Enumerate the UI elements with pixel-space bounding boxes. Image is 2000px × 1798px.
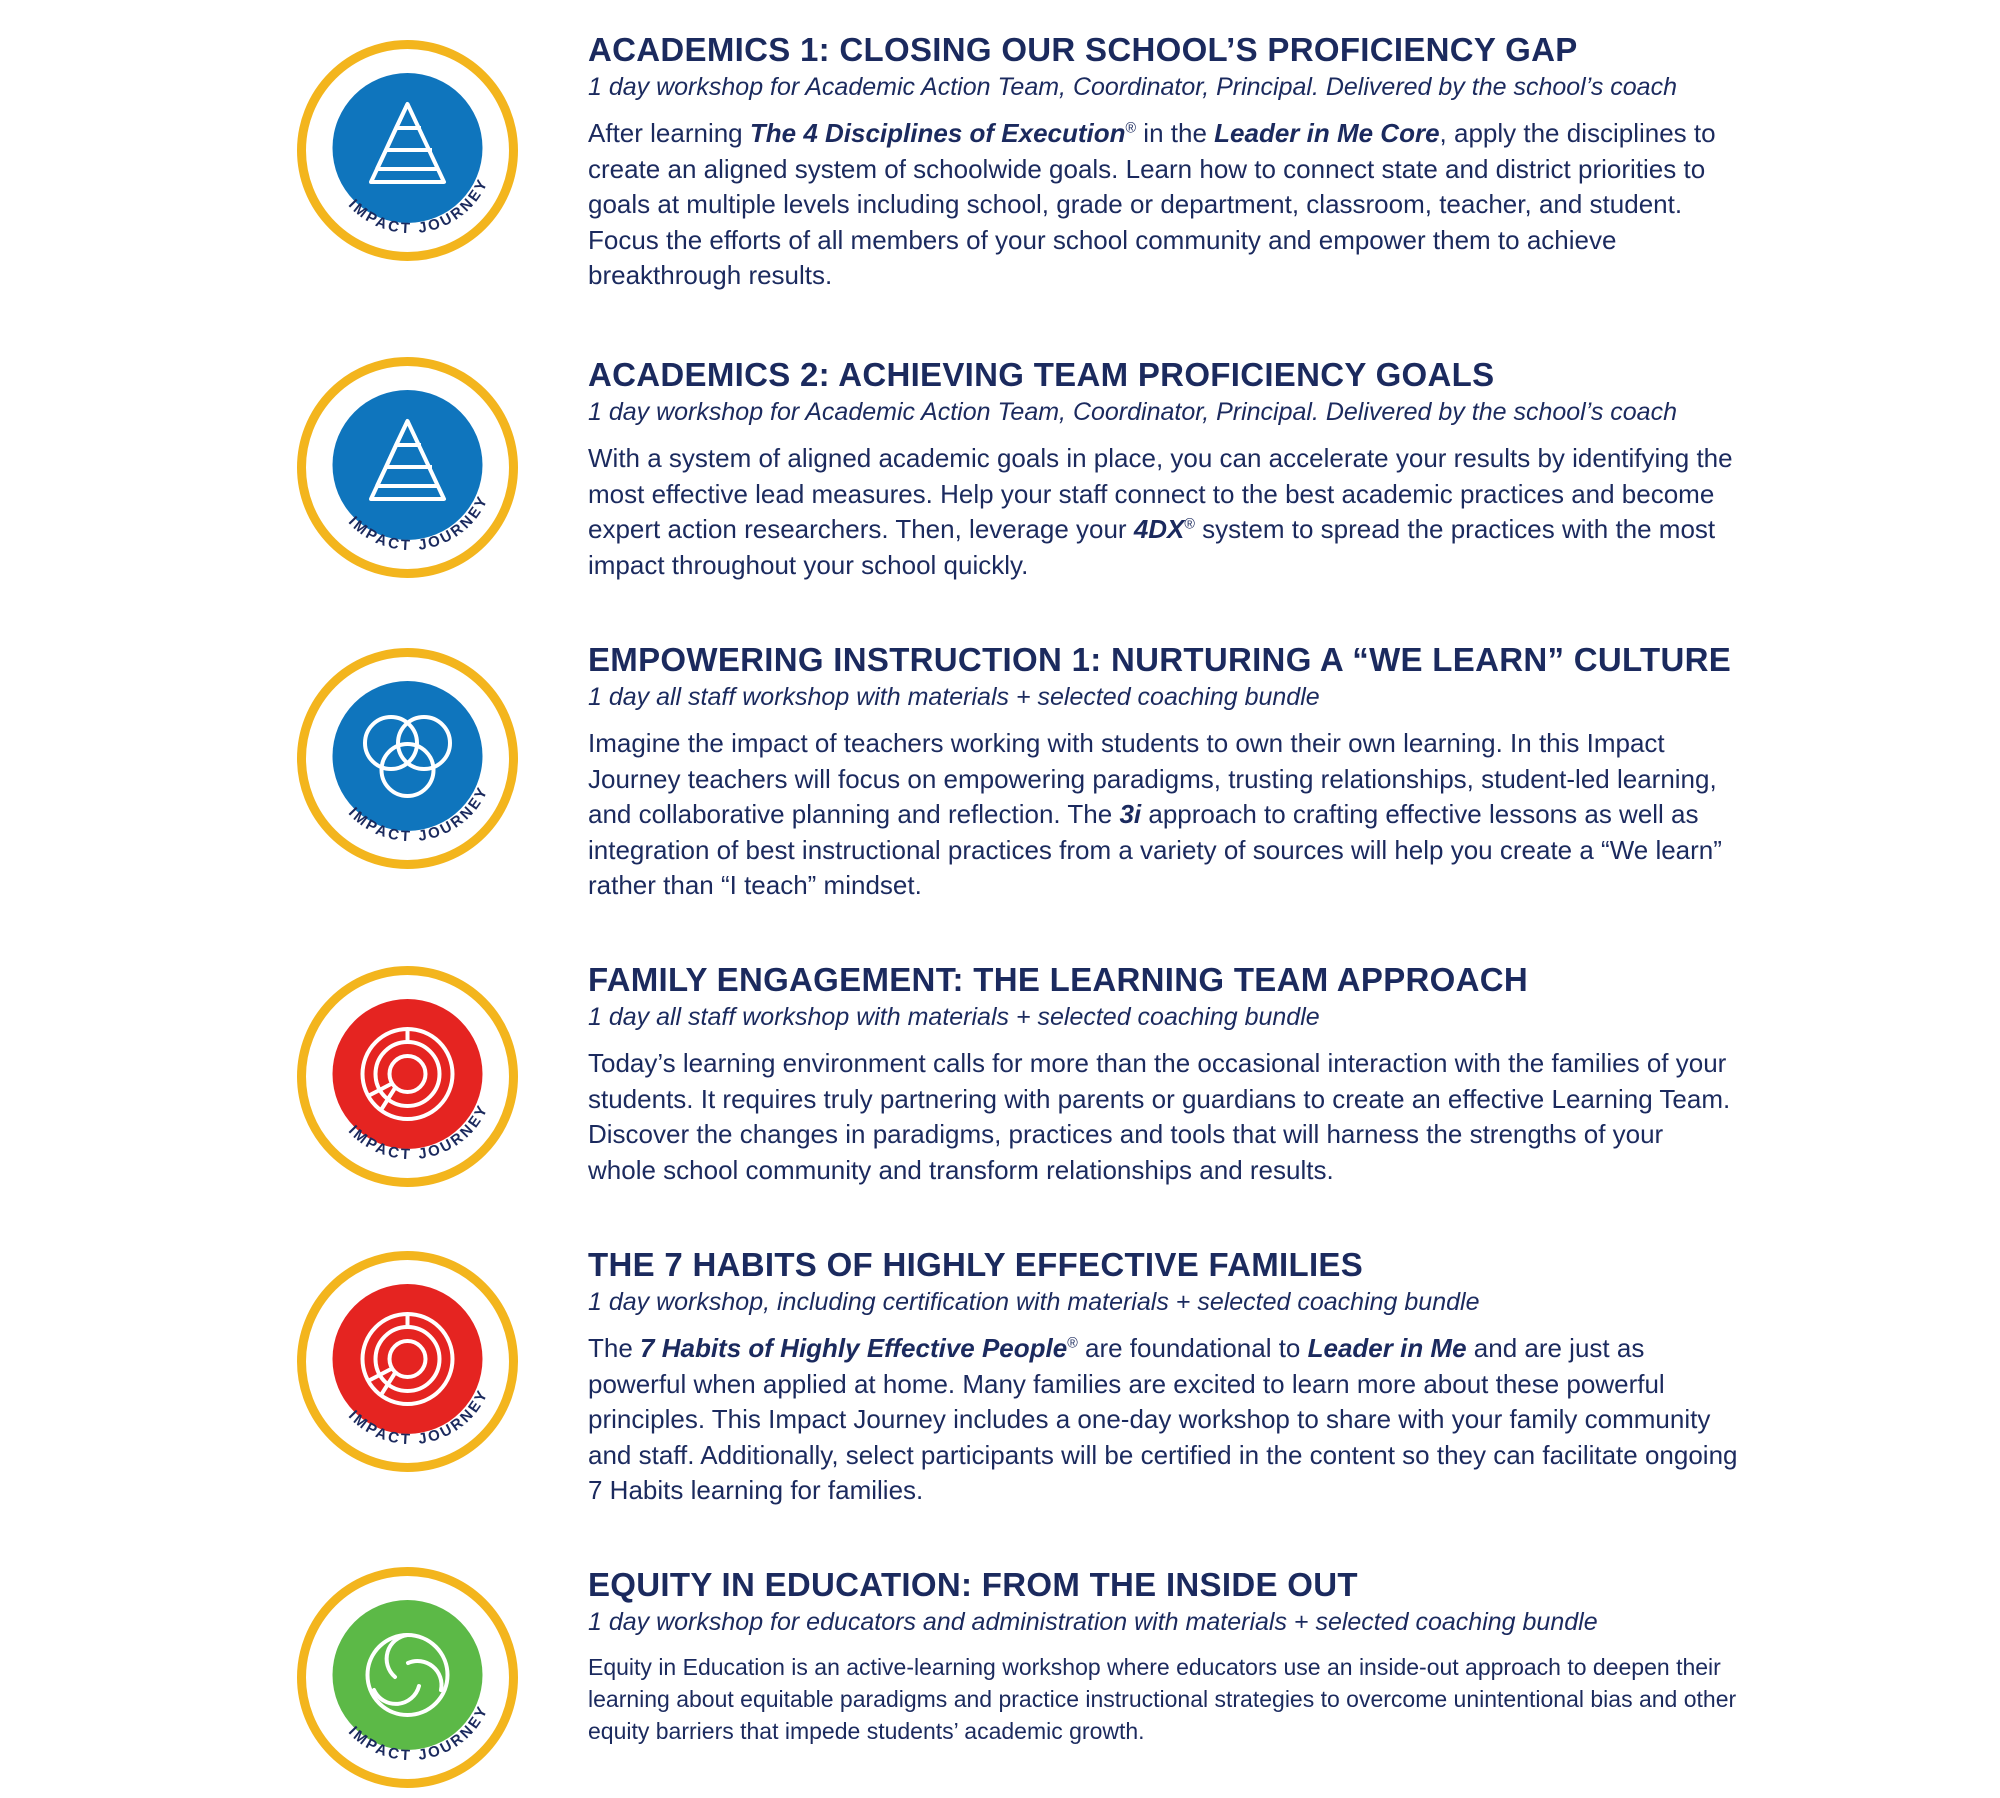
- item-content: [588, 30, 1738, 294]
- item-content: [588, 1565, 1738, 1747]
- body-text: are foundational to: [1077, 1333, 1308, 1363]
- item-body: [588, 726, 1738, 904]
- impact-journey-badge: [295, 355, 520, 580]
- impact-journey-badge: [295, 646, 520, 871]
- item-content: [588, 1245, 1738, 1509]
- item-subtitle: 1 day workshop, including certification with materials + selected coaching bundle: [588, 1288, 1480, 1316]
- body-text: in the: [1136, 118, 1215, 148]
- body-text: Equity in Education is an active-learning workshop where educators use an inside-out approach to deepen their learning about equitable paradigms and practice instructional strategies to overcome unintentional bias and other equity barriers that impede students’ academic growth.: [588, 1654, 1737, 1744]
- body-emphasis: Leader in Me Core: [1214, 118, 1440, 148]
- item-body: [588, 116, 1738, 294]
- badge-text: IMPACT JOURNEY: [345, 1101, 493, 1164]
- item-content: [588, 640, 1738, 904]
- item-title: ACADEMICS 2: ACHIEVING TEAM PROFICIENCY GOALS: [588, 356, 1495, 393]
- item-title: THE 7 HABITS OF HIGHLY EFFECTIVE FAMILIES: [588, 1246, 1364, 1283]
- body-text: approach to crafting effective lessons as well as integration of best instructional practices from a variety of sources will help you create a “We learn” rather than “I teach” mindset.: [588, 799, 1722, 900]
- item-subtitle: 1 day workshop for Academic Action Team, Coordinator, Principal. Delivered by the school’s coach: [588, 398, 1677, 426]
- badge-text: IMPACT JOURNEY: [345, 492, 493, 555]
- badge-text: IMPACT JOURNEY: [345, 1386, 493, 1449]
- item-body: [588, 441, 1738, 583]
- body-text: , apply the disciplines to create an aligned system of schoolwide goals. Learn how to connect state and district priorities to goals at multiple levels including school, grade or department, classroom, teacher, and student. Focus the efforts of all members of your school community and empower them to achieve breakthrough results.: [588, 118, 1716, 290]
- body-emphasis: The 4 Disciplines of Execution: [749, 118, 1126, 148]
- body-text: The: [588, 1333, 641, 1363]
- item-body: [588, 1046, 1738, 1188]
- badge-text: IMPACT JOURNEY: [345, 175, 493, 238]
- item-title: EQUITY IN EDUCATION: FROM THE INSIDE OUT: [588, 1566, 1358, 1603]
- impact-journey-badge: [295, 964, 520, 1189]
- item-subtitle: 1 day workshop for educators and administration with materials + selected coaching bundle: [588, 1608, 1598, 1636]
- registered-mark: ®: [1067, 1335, 1078, 1352]
- impact-journey-badge: [295, 1249, 520, 1474]
- item-subtitle: 1 day workshop for Academic Action Team, Coordinator, Principal. Delivered by the school’s coach: [588, 73, 1677, 101]
- registered-mark: ®: [1184, 516, 1195, 533]
- body-text: system to spread the practices with the most impact throughout your school quickly.: [588, 514, 1716, 580]
- impact-journey-badge: [295, 38, 520, 263]
- body-text: and are just as powerful when applied at home. Many families are excited to learn more about these powerful principles. This Impact Journey includes a one-day workshop to share with your family community and staff. Additionally, select participants will be certified in the content so they can facilitate ongoing 7 Habits learning for families.: [588, 1333, 1738, 1505]
- body-emphasis: 7 Habits of Highly Effective People: [640, 1333, 1068, 1363]
- item-subtitle: 1 day all staff workshop with materials + selected coaching bundle: [588, 1003, 1320, 1031]
- item-title: ACADEMICS 1: CLOSING OUR SCHOOL’S PROFICIENCY GAP: [588, 31, 1578, 68]
- item-title: EMPOWERING INSTRUCTION 1: NURTURING A “WE LEARN” CULTURE: [588, 641, 1732, 678]
- item-body: [588, 1331, 1738, 1509]
- badge-text: IMPACT JOURNEY: [345, 1702, 493, 1765]
- item-title: FAMILY ENGAGEMENT: THE LEARNING TEAM APPROACH: [588, 961, 1528, 998]
- body-emphasis: 3i: [1119, 799, 1142, 829]
- body-text: With a system of aligned academic goals in place, you can accelerate your results by identifying the most effective lead measures. Help your staff connect to the best academic practices and become expert action researchers. Then, leverage your: [588, 443, 1733, 544]
- body-text: Today’s learning environment calls for more than the occasional interaction with the families of your students. It requires truly partnering with parents or guardians to create an effective Learning Team. Discover the changes in paradigms, practices and tools that will harness the strengths of your whole school community and transform relationships and results.: [588, 1048, 1731, 1185]
- body-text: Imagine the impact of teachers working with students to own their own learning. In this Impact Journey teachers will focus on empowering paradigms, trusting relationships, student-led learning, and collaborative planning and reflection. The: [588, 728, 1717, 829]
- badge-text: IMPACT JOURNEY: [345, 783, 493, 846]
- body-text: After learning: [588, 118, 750, 148]
- item-content: [588, 355, 1738, 583]
- item-content: [588, 960, 1738, 1188]
- item-subtitle: 1 day all staff workshop with materials + selected coaching bundle: [588, 683, 1320, 711]
- item-body: [588, 1651, 1738, 1747]
- body-emphasis: Leader in Me: [1307, 1333, 1467, 1363]
- impact-journey-badge: [295, 1565, 520, 1790]
- body-emphasis: 4DX: [1133, 514, 1185, 544]
- registered-mark: ®: [1125, 120, 1137, 137]
